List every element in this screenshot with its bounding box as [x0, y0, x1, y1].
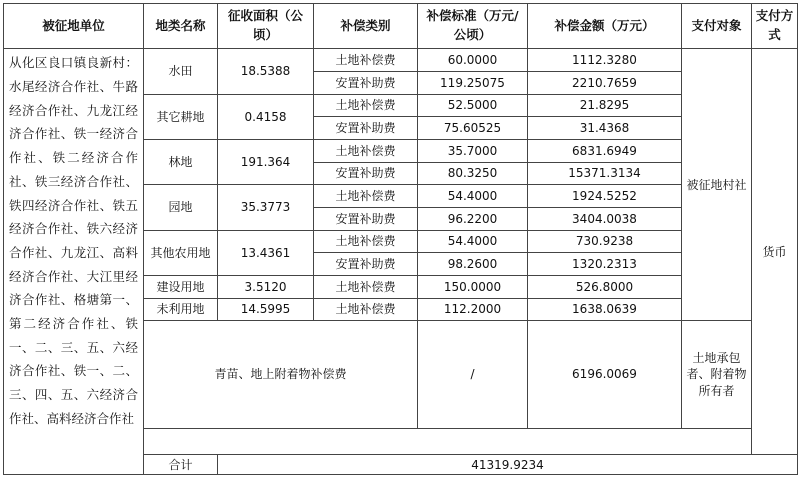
comp-type-cell: 土地补偿费: [314, 49, 418, 72]
amount-cell: 1320.2313: [528, 253, 682, 276]
recipient-cell: 土地承包者、附着物所有者: [682, 321, 752, 428]
comp-type-cell: 安置补助费: [314, 208, 418, 231]
header-area: 征收面积（公顷）: [218, 4, 314, 49]
amount-cell: 1112.3280: [528, 49, 682, 72]
comp-type-cell: 安置补助费: [314, 162, 418, 185]
land-type-cell: 建设用地: [144, 276, 218, 299]
header-recipient: 支付对象: [682, 4, 752, 49]
amount-cell: 2210.7659: [528, 72, 682, 95]
total-amount-cell: 41319.9234: [218, 455, 798, 475]
amount-cell: 1924.5252: [528, 185, 682, 208]
recipient-cell: 被征地村社: [682, 49, 752, 321]
amount-cell: 15371.3134: [528, 162, 682, 185]
standard-cell: 52.5000: [418, 94, 528, 117]
comp-type-cell: 土地补偿费: [314, 230, 418, 253]
standard-cell: 80.3250: [418, 162, 528, 185]
land-type-cell: 林地: [144, 140, 218, 185]
area-cell: 3.5120: [218, 276, 314, 299]
standard-cell: 54.4000: [418, 230, 528, 253]
header-standard: 补偿标准（万元/公顷）: [418, 4, 528, 49]
standard-cell: 60.0000: [418, 49, 528, 72]
amount-cell: 3404.0038: [528, 208, 682, 231]
total-label-cell: 合计: [144, 455, 218, 475]
comp-type-cell: 土地补偿费: [314, 94, 418, 117]
area-cell: 191.364: [218, 140, 314, 185]
standard-cell: 35.7000: [418, 140, 528, 163]
amount-cell: 31.4368: [528, 117, 682, 140]
standard-cell: 112.2000: [418, 298, 528, 321]
standard-cell: 150.0000: [418, 276, 528, 299]
compensation-table: [3, 3, 798, 475]
table-body: [4, 4, 798, 475]
standard-cell: 96.2200: [418, 208, 528, 231]
standard-cell: 98.2600: [418, 253, 528, 276]
table-row: [4, 49, 798, 72]
blank-cell: [144, 428, 752, 455]
payment-method-cell: 货币: [752, 49, 798, 455]
header-comp-type: 补偿类别: [314, 4, 418, 49]
header-method: 支付方式: [752, 4, 798, 49]
comp-type-cell: 土地补偿费: [314, 276, 418, 299]
area-cell: 14.5995: [218, 298, 314, 321]
amount-cell: 730.9238: [528, 230, 682, 253]
comp-type-cell: 安置补助费: [314, 253, 418, 276]
amount-cell: 1638.0639: [528, 298, 682, 321]
amount-cell: 6831.6949: [528, 140, 682, 163]
land-type-cell: 其他农用地: [144, 230, 218, 275]
header-unit: 被征地单位: [4, 4, 144, 49]
standard-cell: /: [418, 321, 528, 428]
standard-cell: 54.4000: [418, 185, 528, 208]
header-row: [4, 4, 798, 49]
land-type-cell: 其它耕地: [144, 94, 218, 139]
standard-cell: 119.25075: [418, 72, 528, 95]
header-amount: 补偿金额（万元）: [528, 4, 682, 49]
seedling-label-cell: 青苗、地上附着物补偿费: [144, 321, 418, 428]
standard-cell: 75.60525: [418, 117, 528, 140]
expropriated-unit-cell: 从化区良口镇良新村：水尾经济合作社、牛路经济合作社、九龙江经济合作社、铁一经济合作社、铁二经济合作社、铁三经济合作社、铁四经济合作社、铁五经济合作社、铁六经济合作社、九龙江、高料经济合作社、大江里经济合作社、格塘第一、第二经济合作社、铁一、二、三、五、六经济合作社、铁一、二、三、四、五、六经济合作社、高料经济合作社: [4, 49, 144, 475]
land-type-cell: 园地: [144, 185, 218, 230]
area-cell: 13.4361: [218, 230, 314, 275]
area-cell: 0.4158: [218, 94, 314, 139]
comp-type-cell: 土地补偿费: [314, 140, 418, 163]
land-type-cell: 未利用地: [144, 298, 218, 321]
amount-cell: 6196.0069: [528, 321, 682, 428]
comp-type-cell: 安置补助费: [314, 117, 418, 140]
amount-cell: 21.8295: [528, 94, 682, 117]
area-cell: 18.5388: [218, 49, 314, 94]
comp-type-cell: 安置补助费: [314, 72, 418, 95]
land-type-cell: 水田: [144, 49, 218, 94]
area-cell: 35.3773: [218, 185, 314, 230]
amount-cell: 526.8000: [528, 276, 682, 299]
comp-type-cell: 土地补偿费: [314, 298, 418, 321]
header-land-type: 地类名称: [144, 4, 218, 49]
comp-type-cell: 土地补偿费: [314, 185, 418, 208]
